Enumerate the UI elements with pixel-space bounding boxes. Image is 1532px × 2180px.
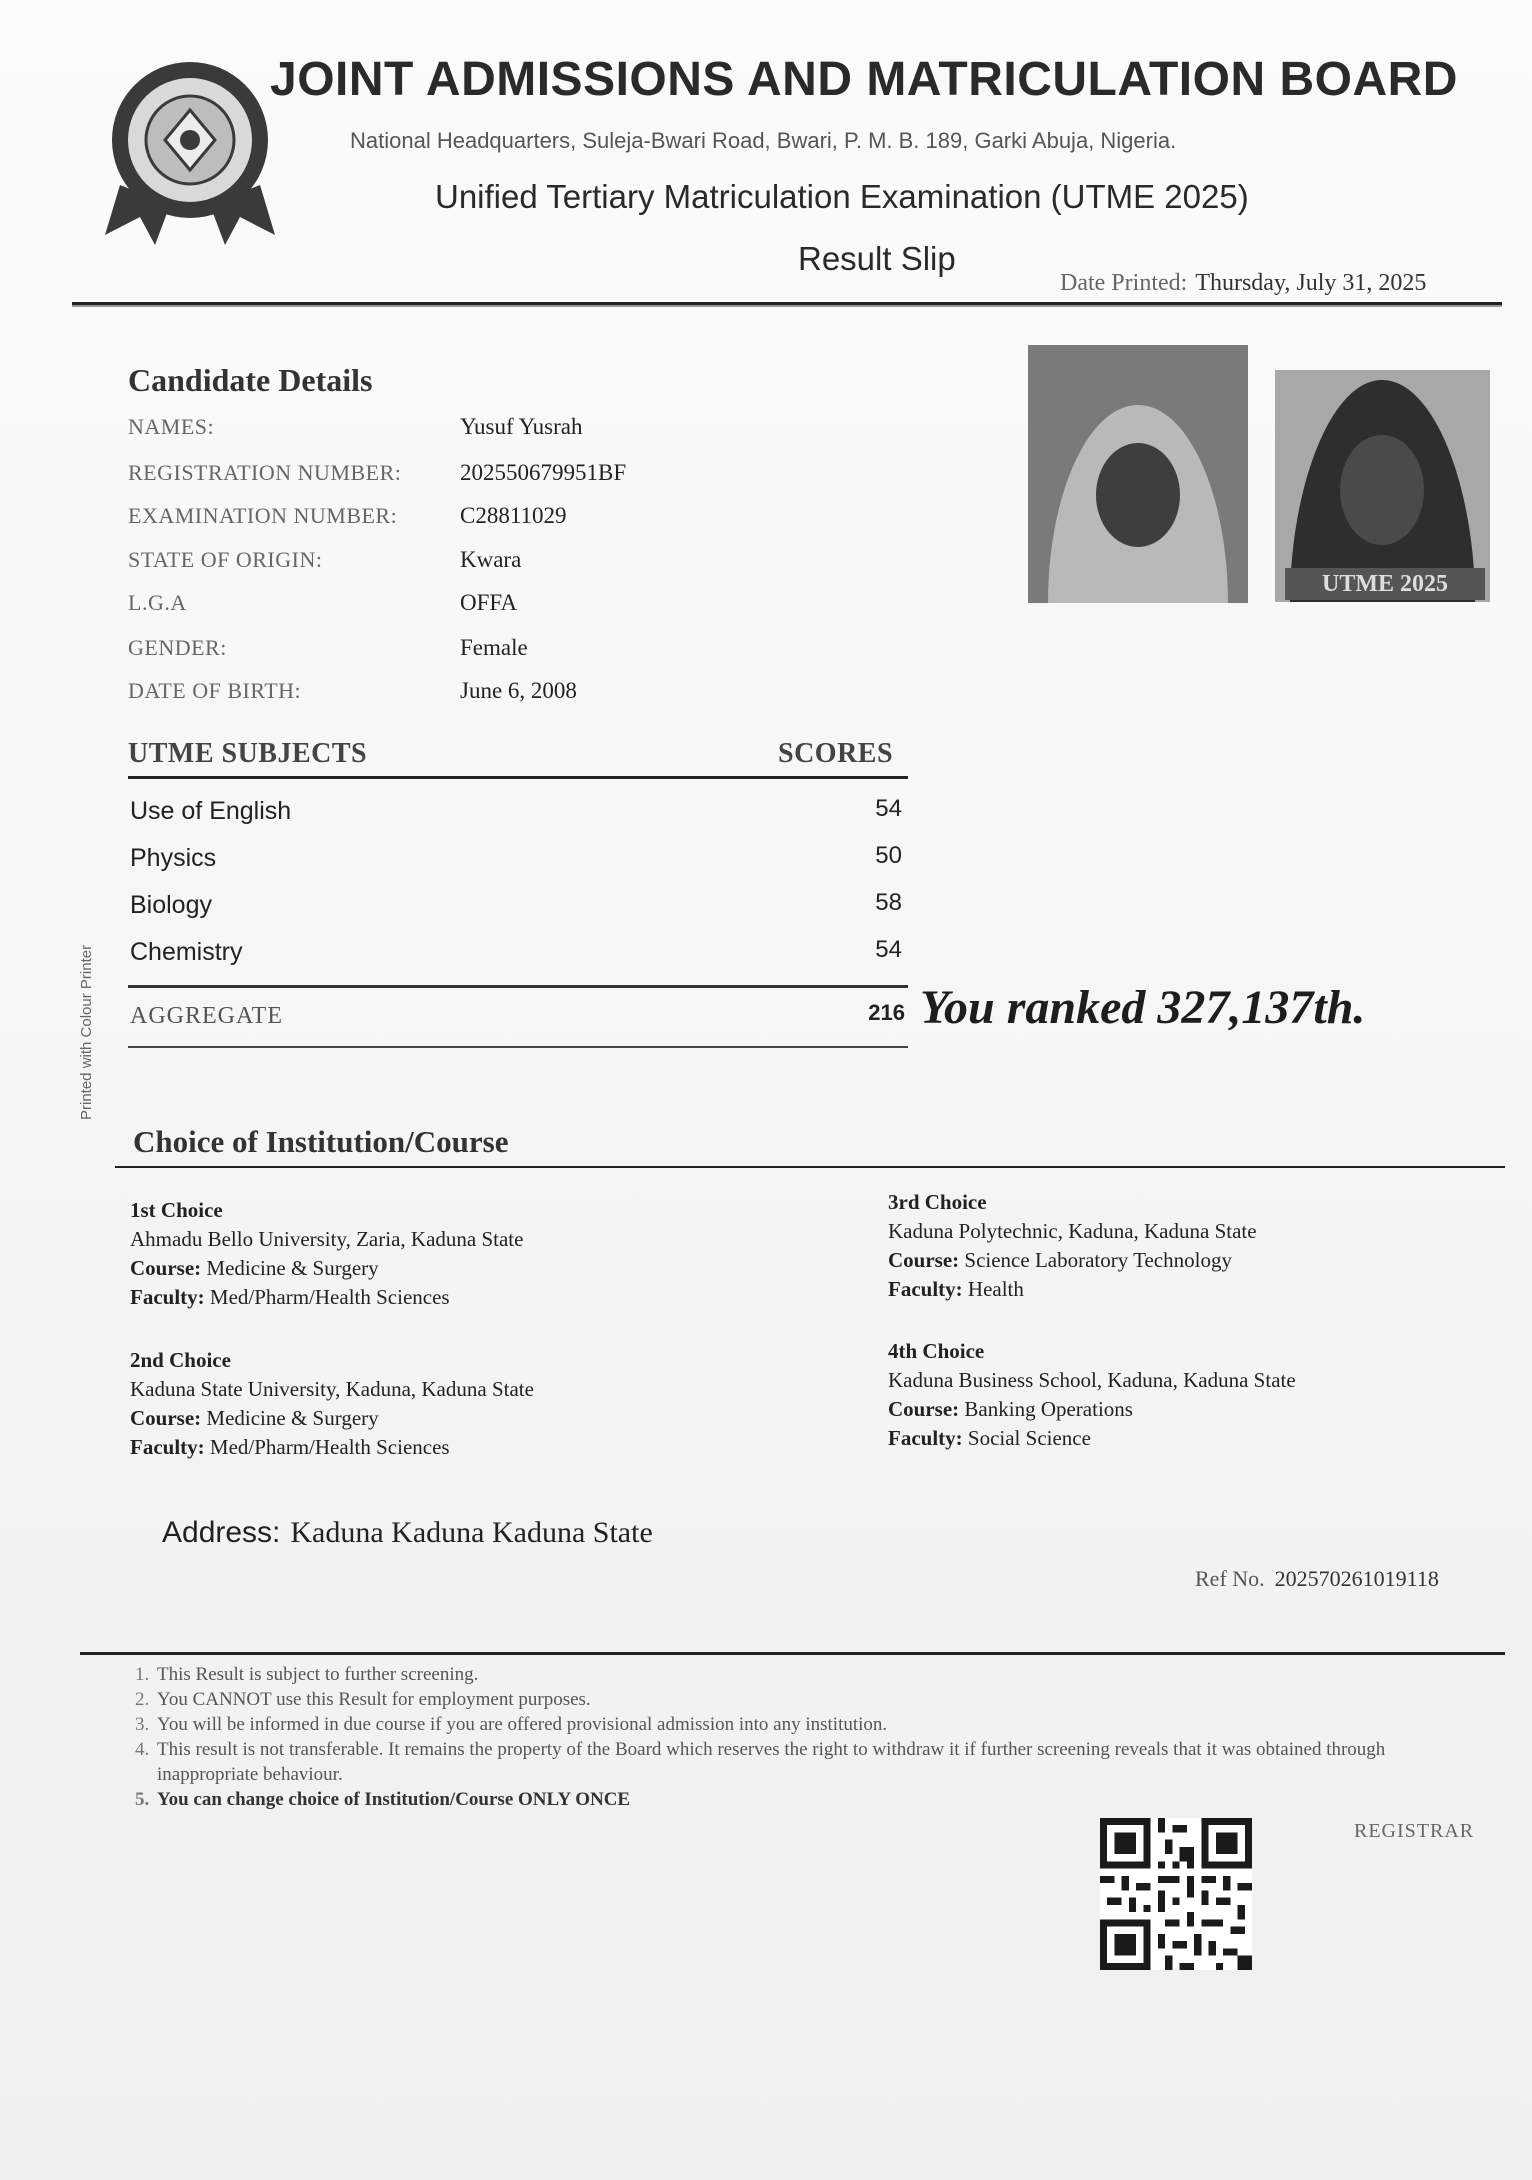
state-of-origin-label: STATE OF ORIGIN:: [128, 547, 323, 572]
address-value: Kaduna Kaduna Kaduna State: [290, 1516, 653, 1549]
registration-number-value: 202550679951BF: [460, 460, 627, 485]
choice-title: 1st Choice: [130, 1198, 223, 1222]
scores-heading: SCORES: [778, 738, 894, 769]
note-item: 2. You CANNOT use this Result for employment purposes.: [135, 1689, 591, 1710]
board-name: JOINT ADMISSIONS AND MATRICULATION BOARD: [270, 53, 1458, 106]
reference-number: [1195, 1566, 1439, 1592]
address-label: Address:: [162, 1516, 281, 1549]
choice-title: 2nd Choice: [130, 1348, 231, 1372]
subjects-divider: [128, 776, 908, 779]
note-text: You will be informed in due course if you are offered provisional admission into any institution.: [157, 1714, 888, 1735]
ref-value: 202570261019118: [1274, 1566, 1439, 1591]
footer-divider: [80, 1652, 1505, 1655]
gender-value: Female: [460, 635, 528, 660]
course-label: Course:: [888, 1397, 960, 1421]
headquarters-address: National Headquarters, Suleja-Bwari Road, Bwari, P. M. B. 189, Garki Abuja, Nigeria.: [350, 128, 1177, 153]
subject-score: 50: [875, 842, 902, 869]
note-text: You CANNOT use this Result for employment purposes.: [157, 1689, 591, 1710]
subject-score: 58: [875, 889, 902, 916]
lga-value: OFFA: [460, 590, 518, 615]
subject-name: Chemistry: [130, 938, 243, 966]
choice-institution: Kaduna Polytechnic, Kaduna, Kaduna State: [888, 1219, 1257, 1243]
registration-number-label: REGISTRATION NUMBER:: [128, 460, 402, 485]
faculty-label: Faculty:: [888, 1277, 963, 1301]
course-label: Course:: [888, 1248, 960, 1272]
choice-course: Medicine & Surgery: [206, 1406, 379, 1430]
ref-label: Ref No.: [1195, 1566, 1265, 1591]
subject-score: 54: [875, 936, 902, 963]
examination-number-label: EXAMINATION NUMBER:: [128, 503, 398, 528]
date-of-birth-label: DATE OF BIRTH:: [128, 678, 302, 703]
subjects-heading: UTME SUBJECTS: [128, 738, 368, 769]
faculty-label: Faculty:: [130, 1285, 205, 1309]
note-text: This result is not transferable. It remains the property of the Board which reserves the right to withdraw it if further screening reveals that it was obtained through inappropriate behaviour.: [157, 1739, 1386, 1785]
choice-course: Medicine & Surgery: [206, 1256, 379, 1280]
registrar-label: REGISTRAR: [1354, 1820, 1475, 1842]
choice-title: 4th Choice: [888, 1339, 985, 1363]
date-of-birth-value: June 6, 2008: [460, 678, 577, 703]
choice-faculty: Health: [967, 1277, 1024, 1301]
candidate-details-heading: Candidate Details: [128, 362, 373, 398]
course-label: Course:: [130, 1406, 202, 1430]
slip-title: Result Slip: [798, 240, 956, 277]
date-printed-value: Thursday, July 31, 2025: [1195, 270, 1427, 296]
choice-institution: Ahmadu Bello University, Zaria, Kaduna State: [130, 1227, 524, 1251]
note-item: 4. This result is not transferable. It remains the property of the Board which reserves the right to withdraw it if further screening reveals that it was obtained through inappropriate behaviour.: [135, 1739, 1386, 1785]
note-item: 1. This Result is subject to further screening.: [135, 1664, 479, 1685]
course-label: Course:: [130, 1256, 202, 1280]
utme-photo-stamp: UTME 2025: [1285, 568, 1485, 600]
subjects-bottom-divider: [128, 985, 908, 988]
notes-list: [135, 1662, 1465, 1812]
exam-title: Unified Tertiary Matriculation Examination (UTME 2025): [435, 178, 1249, 215]
aggregate-label: AGGREGATE: [130, 1003, 283, 1029]
lga-label: L.G.A: [128, 590, 187, 615]
aggregate-divider: [128, 1046, 908, 1048]
choice-2: [130, 1346, 534, 1462]
choice-heading: Choice of Institution/Course: [133, 1124, 509, 1159]
choice-3: [888, 1188, 1257, 1304]
gender-label: GENDER:: [128, 635, 227, 660]
choice-institution: Kaduna State University, Kaduna, Kaduna State: [130, 1377, 534, 1401]
names-label: NAMES:: [128, 414, 215, 439]
choice-1: [130, 1196, 523, 1312]
aggregate-value: 216: [868, 1000, 905, 1025]
state-of-origin-value: Kwara: [460, 547, 522, 572]
rank-statement: You ranked 327,137th.: [920, 981, 1366, 1034]
note-item: 3. You will be informed in due course if you are offered provisional admission into any institution.: [135, 1714, 888, 1735]
subject-name: Physics: [130, 844, 217, 872]
date-printed: [1060, 270, 1426, 297]
faculty-label: Faculty:: [888, 1426, 963, 1450]
faculty-label: Faculty:: [130, 1435, 205, 1459]
choice-4: [888, 1337, 1296, 1453]
subject-score: 54: [875, 795, 902, 822]
candidate-photo: [1028, 345, 1248, 603]
choice-course: Banking Operations: [964, 1397, 1133, 1421]
candidate-address: [162, 1516, 653, 1550]
note-item: 5. You can change choice of Institution/Course ONLY ONCE: [135, 1789, 631, 1810]
header-divider: [72, 302, 1502, 307]
jamb-seal-icon: [95, 55, 285, 255]
choice-title: 3rd Choice: [888, 1190, 987, 1214]
qr-code-icon: [1100, 1815, 1252, 1973]
printer-side-note: Printed with Colour Printer: [78, 944, 95, 1120]
choice-divider: [115, 1166, 1505, 1168]
choice-faculty: Med/Pharm/Health Sciences: [209, 1285, 450, 1309]
choice-faculty: Social Science: [967, 1426, 1091, 1450]
note-text: You can change choice of Institution/Course ONLY ONCE: [157, 1789, 631, 1810]
examination-number-value: C28811029: [460, 503, 567, 528]
subject-name: Biology: [130, 891, 212, 919]
names-value: Yusuf Yusrah: [460, 414, 583, 439]
note-text: This Result is subject to further screening.: [157, 1664, 479, 1685]
date-printed-label: Date Printed:: [1060, 270, 1188, 296]
subject-name: Use of English: [130, 797, 292, 825]
choice-course: Science Laboratory Technology: [964, 1248, 1232, 1272]
choice-institution: Kaduna Business School, Kaduna, Kaduna State: [888, 1368, 1296, 1392]
choice-faculty: Med/Pharm/Health Sciences: [209, 1435, 450, 1459]
